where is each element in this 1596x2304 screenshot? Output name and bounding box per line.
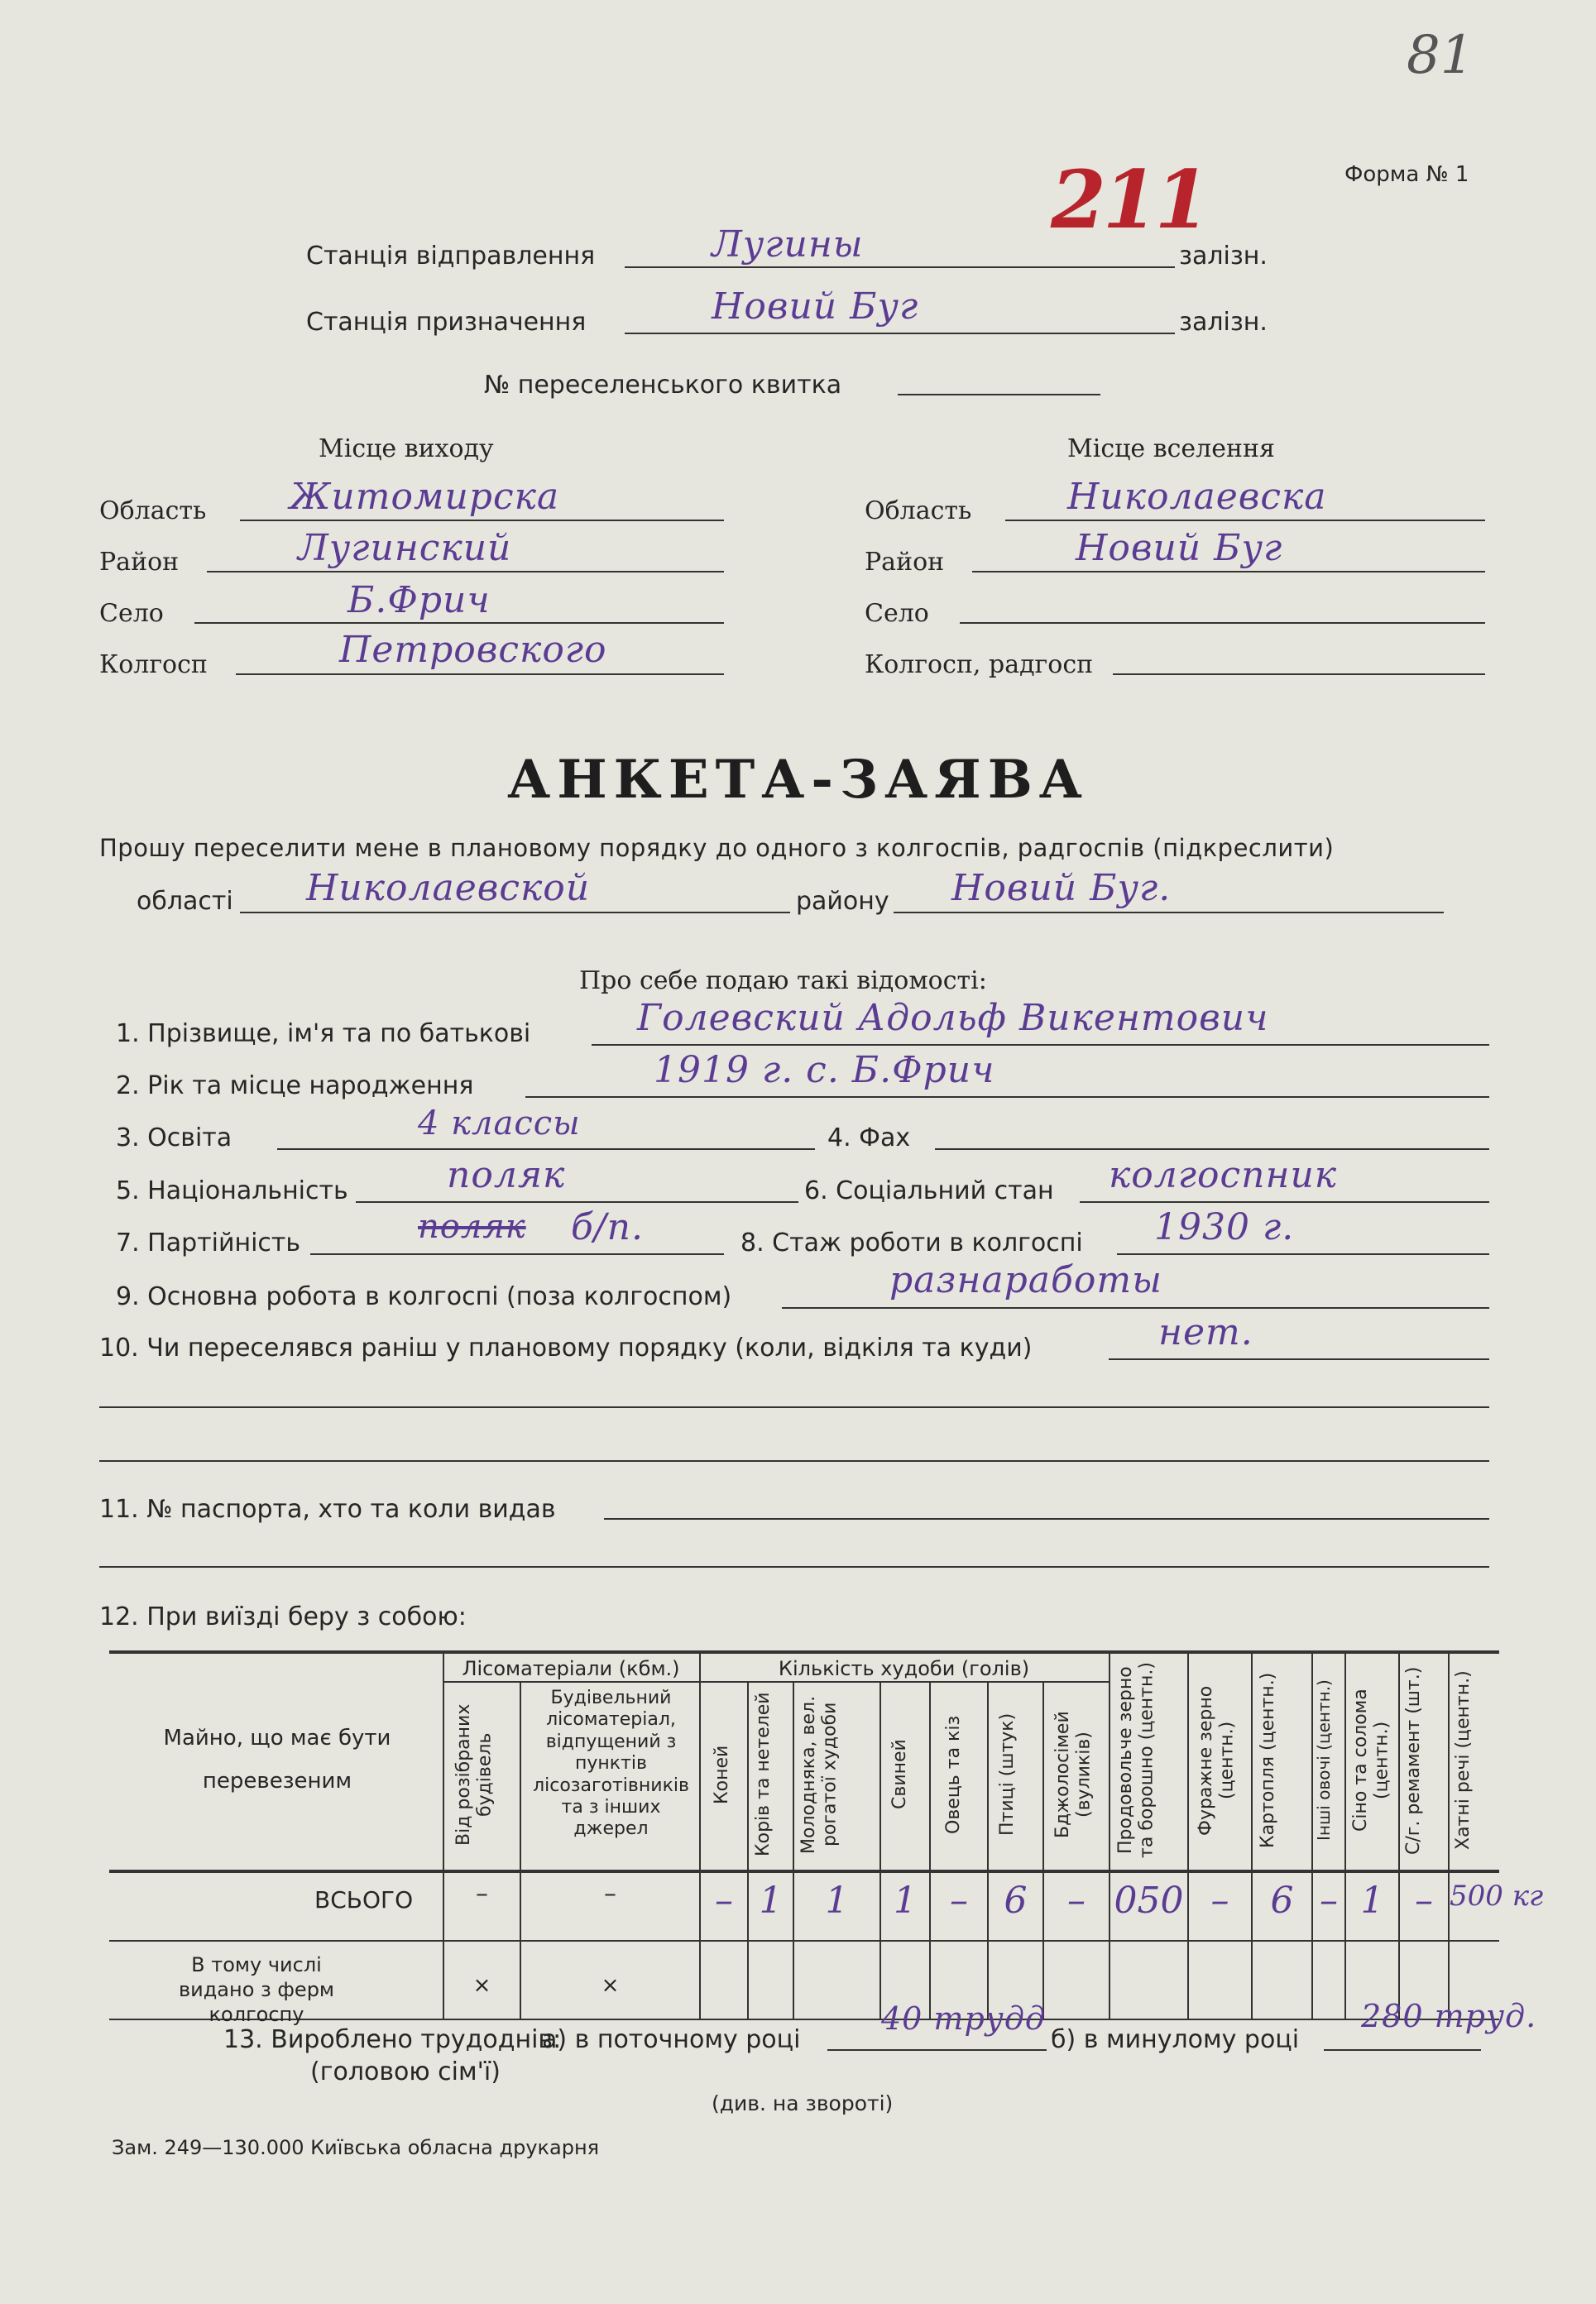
- field-5-label: 5. Національність: [116, 1176, 348, 1205]
- workdays-label: 13. Вироблено трудоднів:: [223, 2025, 562, 2054]
- col-divider-13: [1344, 1650, 1346, 2019]
- see-reverse-note: (див. на звороті): [712, 2091, 894, 2115]
- workdays-previous-line: [1324, 2049, 1481, 2051]
- ticket-number-line: [898, 394, 1100, 395]
- form-number-label: Форма № 1: [1344, 162, 1469, 187]
- departure-rail-suffix: залізн.: [1179, 242, 1268, 271]
- col-divider-6: [929, 1681, 931, 2019]
- exit-raion-value: Лугинский: [298, 527, 512, 569]
- col-divider-4: [793, 1681, 794, 2019]
- col-header-fodder-grain: Фуражне зерно (центн.): [1196, 1685, 1238, 1836]
- field-10-label: 10. Чи переселявся раніш у плановому порядку (коли, відкіля та куди): [99, 1334, 1033, 1363]
- total-farm-inventory: –: [1415, 1880, 1433, 1922]
- farm-dismantled: ×: [472, 1973, 491, 1998]
- col-divider-7: [987, 1681, 989, 2019]
- col-header-cows: Корів та нетелей: [753, 1692, 774, 1857]
- table-top-border: [109, 1650, 1499, 1654]
- total-poultry: 6: [1004, 1880, 1028, 1922]
- field-10-extra-line-2: [99, 1460, 1489, 1462]
- field-6-line: [1080, 1201, 1489, 1203]
- field-10-extra-line-1: [99, 1406, 1489, 1408]
- col-header-building-timber: Будівельний лісоматеріал, відпущений з пунктів лісозаготівників та з інших джерел: [533, 1688, 689, 1840]
- field-8-label: 8. Стаж роботи в колгоспі: [740, 1229, 1083, 1257]
- col-divider-0: [443, 1650, 444, 2019]
- col-divider-9: [1109, 1650, 1110, 2019]
- request-oblast-label: області: [137, 887, 233, 916]
- field-1-label: 1. Прізвище, ім'я та по батькові: [116, 1019, 531, 1048]
- col-header-poultry: Птиці (штук): [997, 1712, 1018, 1837]
- field-1-value: Голевский Адольф Викентович: [637, 997, 1269, 1039]
- entry-village-line: [960, 622, 1485, 624]
- entry-oblast-line: [1005, 520, 1485, 521]
- col-divider-15: [1448, 1650, 1450, 2019]
- col-header-horses: Коней: [712, 1745, 732, 1804]
- col-header-food-grain: Продовольче зерно та борошно (центн.): [1115, 1662, 1157, 1859]
- exit-kolhosp-line: [236, 673, 724, 675]
- field-2-value: 1919 г. с. Б.Фрич: [654, 1049, 995, 1091]
- timber-group-header: Лісоматеріали (кбм.): [462, 1657, 680, 1680]
- total-cows: 1: [759, 1880, 783, 1922]
- field-3-value: 4 классы: [418, 1104, 581, 1142]
- exit-raion-label: Район: [99, 548, 180, 577]
- departure-station-line: [625, 266, 1175, 268]
- total-hay-straw: 1: [1360, 1880, 1384, 1922]
- workdays-current-value: 40 трудд: [881, 2000, 1047, 2037]
- request-raion-line: [894, 912, 1444, 913]
- printer-info: Зам. 249—130.000 Київська обласна друкарня: [112, 2136, 600, 2159]
- col-header-potatoes: Картопля (центн.): [1258, 1672, 1278, 1849]
- entry-kolhosp-label: Колгосп, радгосп: [865, 650, 1094, 679]
- total-horses: –: [715, 1880, 733, 1922]
- exit-village-label: Село: [99, 599, 164, 628]
- field-5-line: [356, 1201, 798, 1203]
- col-header-pigs: Свиней: [889, 1739, 910, 1810]
- col-header-sheep-goats: Овець та кіз: [943, 1715, 964, 1834]
- request-raion-label: району: [796, 887, 889, 916]
- field-6-label: 6. Соціальний стан: [804, 1176, 1054, 1205]
- field-2-label: 2. Рік та місце народження: [116, 1071, 474, 1100]
- field-12-label: 12. При виїзді беру з собою:: [99, 1602, 467, 1631]
- workdays-current-label: а) в поточному році: [542, 2025, 801, 2054]
- total-bee-colonies: –: [1067, 1880, 1086, 1922]
- entry-raion-line: [972, 571, 1485, 572]
- col-divider-10: [1187, 1650, 1189, 2019]
- table-header-bottom-border: [109, 1870, 1499, 1873]
- col-divider-5: [879, 1681, 881, 2019]
- entry-village-label: Село: [865, 599, 929, 628]
- field-7-struck-value: поляк: [418, 1208, 526, 1246]
- field-11-line: [604, 1518, 1489, 1520]
- destination-station-line: [625, 333, 1175, 334]
- farm-building-timber: ×: [601, 1973, 620, 1998]
- stamp-number: 211: [1051, 153, 1207, 247]
- col-header-young-cattle: Молодняка, вел. рогатої худоби: [798, 1695, 841, 1854]
- col-header-farm-inventory: С/г. ремамент (шт.): [1403, 1666, 1424, 1855]
- request-oblast-line: [240, 912, 790, 913]
- total-pigs: 1: [894, 1880, 917, 1922]
- field-3-label: 3. Освіта: [116, 1123, 232, 1152]
- entry-oblast-value: Николаевска: [1067, 476, 1327, 518]
- col-divider-8: [1042, 1681, 1044, 2019]
- total-fodder-grain: –: [1210, 1880, 1229, 1922]
- entry-oblast-label: Область: [865, 496, 972, 525]
- workdays-current-line: [827, 2049, 1047, 2051]
- request-oblast-value: Николаевской: [306, 867, 591, 909]
- col-header-other-vegetables: Інші овочі (центн.): [1314, 1679, 1334, 1842]
- field-4-line: [935, 1148, 1489, 1150]
- field-5-value: поляк: [447, 1154, 566, 1196]
- field-11-label: 11. № паспорта, хто та коли видав: [99, 1495, 556, 1524]
- field-9-value: разнаработы: [889, 1259, 1162, 1301]
- livestock-group-header: Кількість худоби (голів): [778, 1657, 1030, 1680]
- total-household-goods: 500 кг: [1450, 1880, 1544, 1913]
- field-2-line: [525, 1096, 1489, 1098]
- destination-station-value: Новий Буг: [712, 285, 919, 328]
- col-header-household-goods: Хатні речі (центн.): [1453, 1670, 1474, 1851]
- col-divider-11: [1251, 1650, 1253, 2019]
- field-10-value: нет.: [1158, 1311, 1253, 1353]
- field-4-label: 4. Фах: [827, 1123, 911, 1152]
- farm-row-label: В тому числі видано з ферм колгоспу: [178, 1953, 335, 2026]
- exit-oblast-label: Область: [99, 496, 207, 525]
- exit-raion-line: [207, 571, 724, 572]
- exit-village-line: [194, 622, 724, 624]
- field-11-extra-line: [99, 1566, 1489, 1568]
- col-divider-2: [699, 1650, 701, 2019]
- total-sheep-goats: –: [950, 1880, 968, 1922]
- departure-station-label: Станція відправлення: [306, 242, 596, 271]
- entry-raion-label: Район: [865, 548, 945, 577]
- property-header: Майно, що має бути перевезеним: [163, 1726, 391, 1794]
- entry-place-title: Місце вселення: [1067, 434, 1275, 463]
- exit-kolhosp-label: Колгосп: [99, 650, 208, 679]
- field-6-value: колгоспник: [1109, 1154, 1338, 1196]
- exit-oblast-value: Житомирска: [290, 476, 560, 518]
- exit-place-title: Місце виходу: [319, 434, 494, 463]
- total-young-cattle: 1: [825, 1880, 849, 1922]
- total-row-label: ВСЬОГО: [314, 1886, 414, 1914]
- intro-text: Про себе подаю такі відомості:: [579, 966, 987, 995]
- exit-oblast-line: [240, 520, 724, 521]
- request-raion-value: Новий Буг.: [951, 867, 1172, 909]
- total-food-grain: 050: [1114, 1880, 1184, 1922]
- field-9-label: 9. Основна робота в колгоспі (поза колгоспом): [116, 1282, 732, 1311]
- document-title: АНКЕТА-ЗАЯВА: [507, 749, 1089, 811]
- total-dismantled: –: [476, 1880, 488, 1909]
- field-1-line: [592, 1044, 1489, 1046]
- total-potatoes: 6: [1270, 1880, 1294, 1922]
- col-header-dismantled: Від розібраних будівель: [453, 1703, 496, 1846]
- field-8-line: [1117, 1253, 1489, 1255]
- entry-kolhosp-line: [1113, 673, 1485, 675]
- request-text: Прошу переселити мене в плановому порядку до одного з колгоспів, радгоспів (підкреслити): [99, 834, 1335, 862]
- col-divider-14: [1398, 1650, 1400, 2019]
- field-7-label: 7. Партійність: [116, 1229, 301, 1257]
- col-divider-1: [520, 1681, 521, 2019]
- table-total-row-border: [109, 1940, 1499, 1942]
- entry-raion-value: Новий Буг: [1076, 527, 1283, 569]
- field-7-line: [310, 1253, 724, 1255]
- workdays-previous-value: 280 труд.: [1361, 1998, 1537, 2034]
- field-3-line: [277, 1148, 815, 1150]
- field-8-value: 1930 г.: [1154, 1206, 1295, 1248]
- total-building-timber: –: [604, 1880, 616, 1909]
- destination-station-label: Станція призначення: [306, 308, 587, 337]
- field-7-value: б/п.: [571, 1206, 645, 1248]
- total-other-vegetables: –: [1320, 1880, 1338, 1922]
- exit-kolhosp-value: Петровского: [339, 629, 607, 671]
- ticket-number-label: № переселенського квитка: [484, 371, 842, 400]
- col-header-hay-straw: Сіно та солома (центн.): [1350, 1688, 1392, 1832]
- col-header-bee-colonies: Бджолосімей (вуликів): [1052, 1711, 1095, 1838]
- col-divider-3: [747, 1681, 749, 2019]
- field-9-line: [782, 1307, 1489, 1309]
- destination-rail-suffix: залізн.: [1179, 308, 1268, 337]
- corner-archive-number: 81: [1407, 25, 1474, 86]
- departure-station-value: Лугины: [712, 223, 864, 266]
- field-10-line: [1109, 1358, 1489, 1360]
- exit-village-value: Б.Фрич: [347, 579, 491, 621]
- workdays-previous-label: б) в минулому році: [1051, 2025, 1300, 2054]
- workdays-sublabel: (головою сім'ї): [310, 2057, 501, 2086]
- col-divider-12: [1311, 1650, 1313, 2019]
